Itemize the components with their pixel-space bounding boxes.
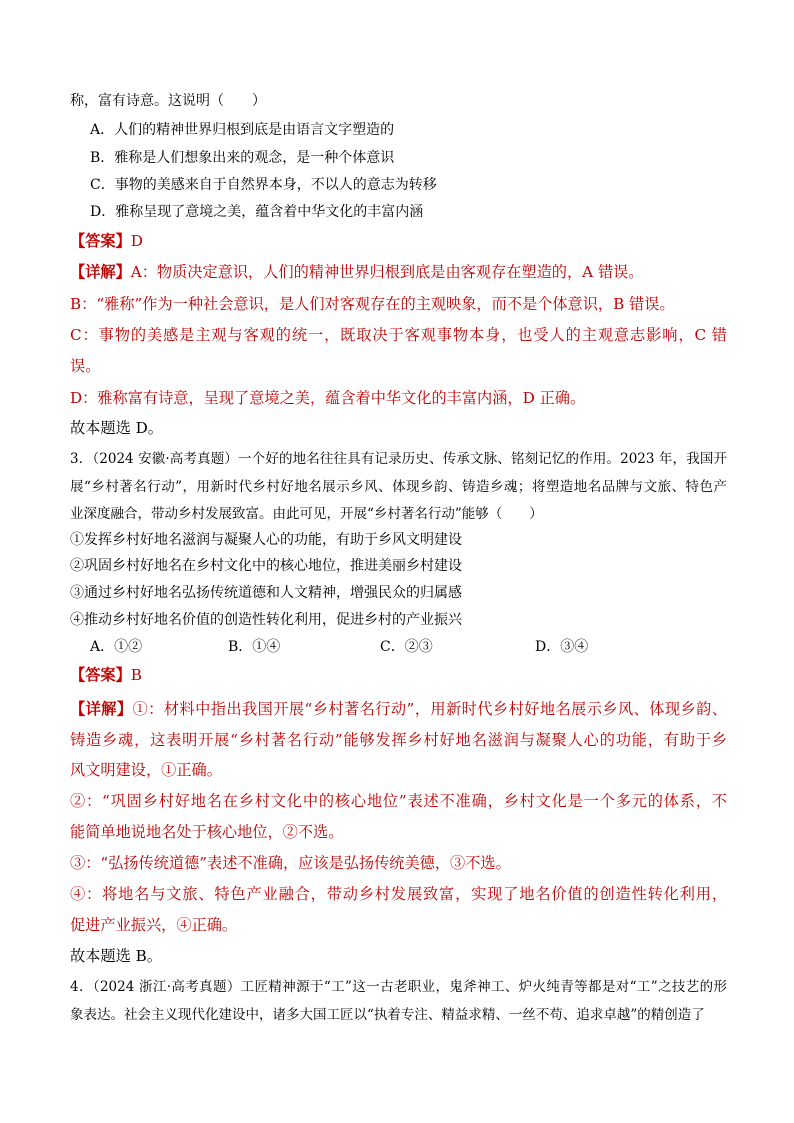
q3-answer-value: B xyxy=(130,666,142,684)
q3-answer-label: 【答案】 xyxy=(70,666,131,684)
q2-option-a: A．人们的精神世界归根到底是由语言文字塑造的 xyxy=(90,122,395,138)
q3-option-c: C．②③ xyxy=(380,639,433,655)
q2-detail-line-2: B：“雅称”作为一种社会意识，是人们对客观存在的主观映象，而不是个体意识，B 错误。 xyxy=(70,295,675,313)
q3-statement-2: ②巩固乡村好地名在乡村文化中的核心地位，推进美丽乡村建设 xyxy=(70,558,462,574)
q3-detail-line-6: ③：“弘扬传统道德”表述不准确，应该是弘扬传统美德，③不选。 xyxy=(70,854,511,872)
q3-stem-line-3: 业深度融合，带动乡村发展致富。由此可见，开展“乡村著名行动”能够（ ） xyxy=(70,506,543,522)
q3-detail-text: ①：材料中指出我国开展“乡村著名行动”，用新时代乡村好地名展示乡风、体现乡韵、 xyxy=(132,700,728,718)
q2-answer-value: D xyxy=(130,232,143,250)
q3-detail-line-1 xyxy=(70,697,727,721)
q3-conclusion: 故本题选 B。 xyxy=(70,947,162,965)
q2-detail-line-5: D：雅称富有诗意，呈现了意境之美，蕴含着中华文化的丰富内涵，D 正确。 xyxy=(70,389,586,407)
q3-answer xyxy=(70,663,142,687)
q2-answer-label: 【答案】 xyxy=(70,232,131,250)
q2-option-c: C．事物的美感来自于自然界本身，不以人的意志为转移 xyxy=(90,177,437,193)
q3-detail-line-2: 铸造乡魂，这表明开展“乡村著名行动”能够发挥乡村好地名滋润与凝聚人心的功能，有助于乡 xyxy=(70,731,727,749)
q3-options xyxy=(0,635,794,659)
q2-detail-line-4: 误。 xyxy=(70,357,101,375)
q2-conclusion: 故本题选 D。 xyxy=(70,419,163,437)
q3-detail-line-8: 促进产业振兴，④正确。 xyxy=(70,916,238,934)
q3-statement-4: ④推动乡村好地名价值的创造性转化利用，促进乡村的产业振兴 xyxy=(70,612,462,628)
q3-option-d: D．③④ xyxy=(535,639,589,655)
q3-stem-line-2: 展“乡村著名行动”，用新时代乡村好地名展示乡风、体现乡韵、铸造乡魂；将塑造地名品牌与文旅、特色产 xyxy=(70,479,727,495)
q3-detail-line-4: ②：“巩固乡村好地名在乡村文化中的核心地位”表述不准确，乡村文化是一个多元的体系，不 xyxy=(70,792,727,810)
q4-stem-line-1: 4．（2024 浙江·高考真题）工匠精神源于“工”这一古老职业，鬼斧神工、炉火纯青等都是对“工”之技艺的形 xyxy=(70,979,727,995)
q2-detail-text: A：物质决定意识，人们的精神世界归根到底是由客观存在塑造的，A 错误。 xyxy=(130,263,644,281)
q3-statement-3: ③通过乡村好地名弘扬传统道德和人文精神，增强民众的归属感 xyxy=(70,585,462,601)
q3-stem-line-1: 3．（2024 安徽·高考真题）一个好的地名往往具有记录历史、传承文脉、铭刻记忆的作用。2023 年，我国开 xyxy=(70,451,727,467)
q3-detail-line-7: ④：将地名与文旅、特色产业融合，带动乡村发展致富，实现了地名价值的创造性转化利用， xyxy=(70,885,727,903)
q2-stem-tail: 称，富有诗意。这说明（ ） xyxy=(70,93,266,109)
q2-answer xyxy=(70,229,143,253)
q2-option-b: B．雅称是人们想象出来的观念，是一种个体意识 xyxy=(90,150,395,166)
q3-option-b: B．①④ xyxy=(228,639,281,655)
q2-detail-line-3: C：事物的美感是主观与客观的统一，既取决于客观事物本身，也受人的主观意志影响，C 错 xyxy=(70,326,727,344)
q4-stem-line-2: 象表达。社会主义现代化建设中，诸多大国工匠以“执着专注、精益求精、一丝不苟、追求卓越”的精创造了 xyxy=(70,1007,705,1023)
q3-detail-label: 【详解】 xyxy=(70,700,133,718)
q2-detail-line-1 xyxy=(70,260,644,284)
q3-option-a: A．①② xyxy=(90,639,143,655)
q3-detail-line-5: 能简单地说地名处于核心地位，②不选。 xyxy=(70,823,344,841)
q3-statement-1: ①发挥乡村好地名滋润与凝聚人心的功能，有助于乡风文明建设 xyxy=(70,532,462,548)
q2-option-d: D．雅称呈现了意境之美，蕴含着中华文化的丰富内涵 xyxy=(90,204,424,220)
q2-detail-label: 【详解】 xyxy=(70,263,131,281)
q3-detail-line-3: 风文明建设，①正确。 xyxy=(70,761,222,779)
